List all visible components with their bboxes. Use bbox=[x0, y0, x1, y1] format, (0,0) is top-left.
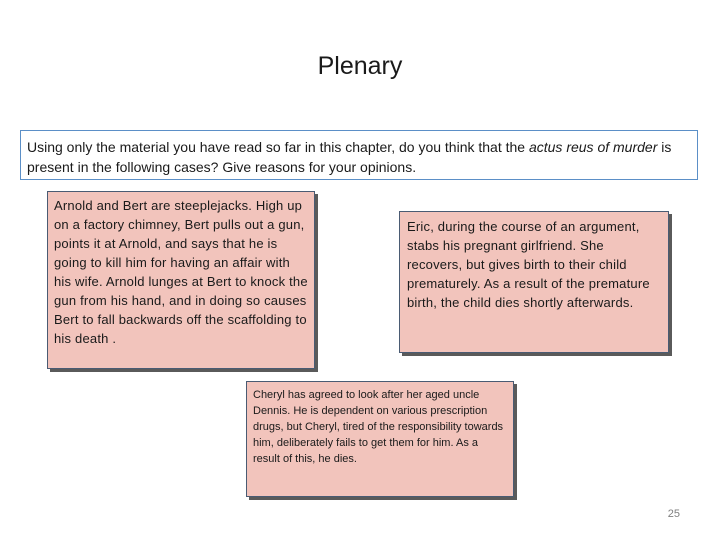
slide-title: Plenary bbox=[317, 52, 403, 80]
question-text-end: is present in the following cases? Give reasons for your opinions. bbox=[27, 139, 672, 175]
question-box bbox=[20, 130, 698, 180]
case-eric-box: Eric, during the course of an argument, stabs his pregnant girlfriend. She recovers, but gives birth to their child prematurely. As a result of the premature birth, the child dies shortly afterwards. bbox=[399, 211, 669, 353]
page-number: 25 bbox=[667, 508, 680, 520]
question-text-start: Using only the material you have read so far in this chapter, do you think that the bbox=[27, 139, 529, 155]
case-arnold-box: Arnold and Bert are steeplejacks. High up on a factory chimney, Bert pulls out a gun, points it at Arnold, and says that he is going to kill him for having an affair with his wife. Arnold lunges at Bert to knock the gun from his hand, and in doing so causes Bert to fall backwards off the scaffolding to his death . bbox=[47, 191, 315, 369]
case-cheryl-box: Cheryl has agreed to look after her aged uncle Dennis. He is dependent on various prescription drugs, but Cheryl, tired of the responsibility towards him, deliberately fails to get them for him. As a result of this, he dies. bbox=[246, 381, 514, 497]
question-emphasis: actus reus of murder bbox=[528, 139, 658, 155]
